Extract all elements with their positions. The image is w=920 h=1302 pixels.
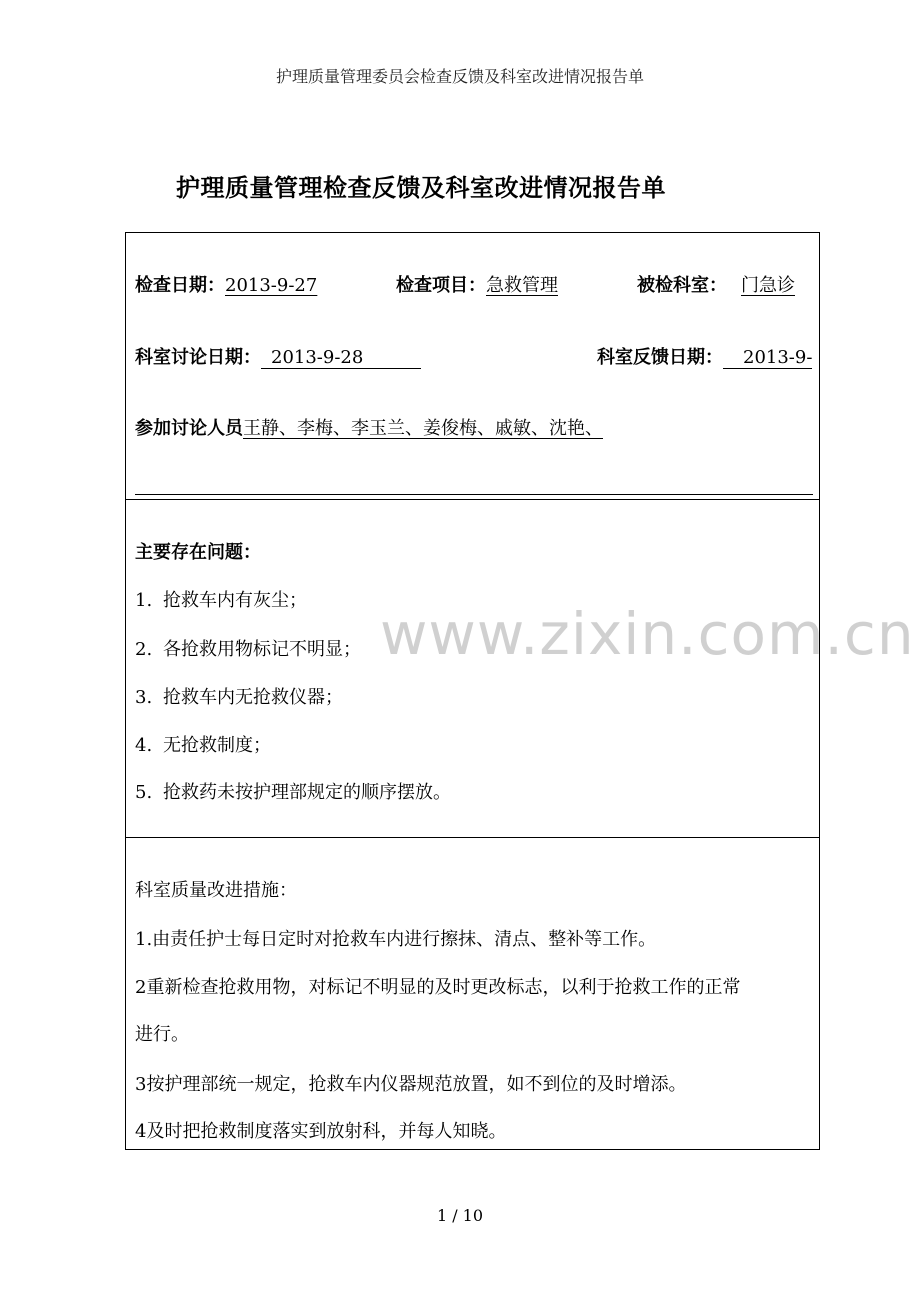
problem-num: 1. — [135, 590, 153, 611]
problem-num: 4. — [135, 735, 153, 756]
report-table — [125, 232, 820, 1150]
problem-item-4 — [135, 731, 271, 757]
problem-text: 无抢救制度； — [163, 735, 271, 756]
problem-text: 各抢救用物标记不明显； — [163, 639, 361, 660]
discuss-date-value: 2013-9-28 — [261, 348, 421, 369]
measure-line-1: 1.由责任护士每日定时对抢救车内进行擦抹、清点、整补等工作。 — [135, 929, 657, 950]
measure-line-2-cont: 进行。 — [135, 1024, 189, 1045]
measure-line-3: 3按护理部统一规定，抢救车内仪器规范放置，如不到位的及时增添。 — [135, 1074, 687, 1095]
page-title: 护理质量管理检查反馈及科室改进情况报告单 — [176, 174, 666, 202]
participants-value: 王静、李梅、李玉兰、姜俊梅、戚敏、沈艳、 — [243, 418, 603, 439]
check-date-field — [135, 271, 317, 297]
watermark: www.zixin.com.cn — [380, 600, 915, 668]
participants-field — [135, 414, 603, 440]
problem-text: 抢救车内无抢救仪器； — [163, 687, 343, 708]
measure-line-4: 4及时把抢救制度落实到放射科，并每人知晓。 — [135, 1121, 507, 1142]
discuss-date-field — [135, 343, 421, 369]
measures-heading: 科室质量改进措施： — [135, 880, 297, 901]
dept-label: 被检科室： — [637, 275, 727, 296]
problem-item-1 — [135, 586, 307, 612]
check-item-field — [396, 271, 558, 297]
participants-underline — [135, 494, 813, 495]
problem-item-2 — [135, 635, 361, 661]
problem-num: 2. — [135, 639, 153, 660]
discuss-date-label: 科室讨论日期： — [135, 347, 261, 368]
problem-num: 3. — [135, 687, 153, 708]
problem-text: 抢救车内有灰尘； — [163, 590, 307, 611]
feedback-date-field — [597, 343, 812, 369]
table-divider — [126, 837, 819, 838]
participants-label: 参加讨论人员 — [135, 418, 243, 439]
check-date-value: 2013-9-27 — [225, 275, 318, 296]
problem-item-5 — [135, 778, 451, 804]
problem-num: 5. — [135, 782, 153, 803]
feedback-date-label: 科室反馈日期： — [597, 347, 723, 368]
check-item-label: 检查项目： — [396, 275, 486, 296]
dept-field — [637, 271, 795, 297]
check-date-label: 检查日期： — [135, 275, 225, 296]
measure-line-2: 2重新检查抢救用物，对标记不明显的及时更改标志，以利于抢救工作的正常 — [135, 977, 741, 998]
page-number: 1 / 10 — [436, 1206, 484, 1225]
dept-value: 门急诊 — [741, 275, 795, 296]
feedback-date-value: 2013-9- — [723, 348, 812, 369]
problems-heading: 主要存在问题： — [135, 542, 261, 563]
problem-text: 抢救药未按护理部规定的顺序摆放。 — [163, 782, 451, 803]
problem-item-3 — [135, 683, 343, 709]
check-item-value: 急救管理 — [486, 275, 558, 296]
table-divider — [126, 499, 819, 500]
page-header: 护理质量管理委员会检查反馈及科室改进情况报告单 — [275, 67, 644, 86]
